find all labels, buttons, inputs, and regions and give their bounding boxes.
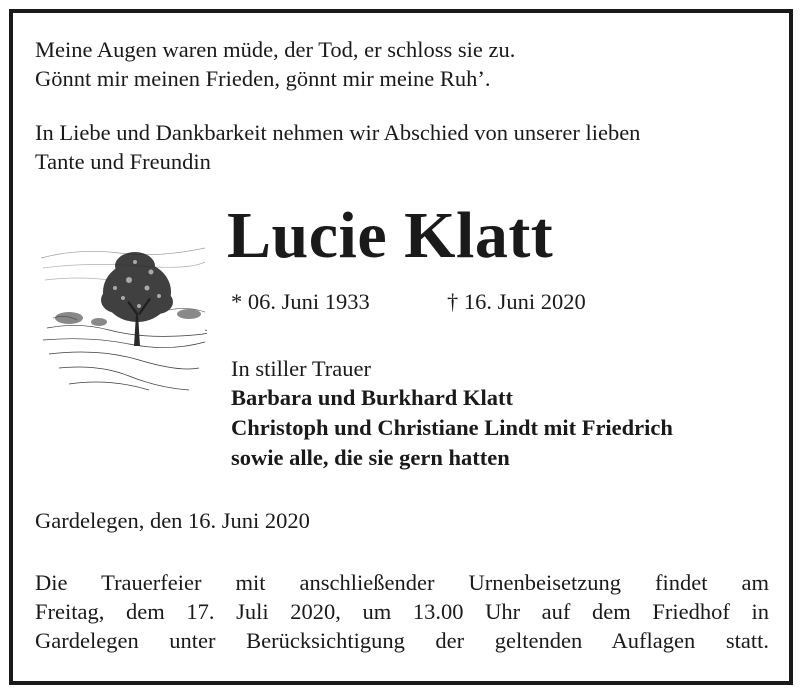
funeral-service-info	[35, 568, 769, 655]
intro-text	[35, 118, 640, 176]
mourning-heading: In stiller Trauer	[231, 356, 371, 381]
obituary-notice	[9, 9, 793, 685]
deceased-name: Lucie Klatt	[227, 199, 554, 272]
death-date: † 16. Juni 2020	[447, 289, 586, 314]
intro-line-2: Tante und Freundin	[35, 149, 211, 174]
intro-line-1: In Liebe und Dankbarkeit nehmen wir Abschied von unserer lieben	[35, 120, 641, 145]
service-line-2: Freitag, dem 17. Juli 2020, um 13.00 Uhr auf dem Friedhof in	[35, 599, 769, 624]
mourner-line: Barbara und Burkhard Klatt	[231, 385, 513, 410]
place-and-date: Gardelegen, den 16. Juni 2020	[35, 508, 310, 533]
poem-line-2: Gönnt mir meinen Frieden, gönnt mir meine Ruh’.	[35, 66, 491, 91]
birth-date: * 06. Juni 1933	[231, 289, 370, 314]
mourner-line: sowie alle, die sie gern hatten	[231, 445, 510, 470]
poem-verse	[35, 35, 515, 93]
tree-landscape-illustration	[39, 218, 207, 398]
poem-line-1: Meine Augen waren müde, der Tod, er schloss sie zu.	[35, 37, 516, 62]
mourner-line: Christoph und Christiane Lindt mit Friedrich	[231, 415, 673, 440]
service-line-1: Die Trauerfeier mit anschließender Urnenbeisetzung findet am	[35, 570, 769, 595]
service-line-3: Gardelegen unter Berücksichtigung der geltenden Auflagen statt.	[35, 628, 769, 653]
